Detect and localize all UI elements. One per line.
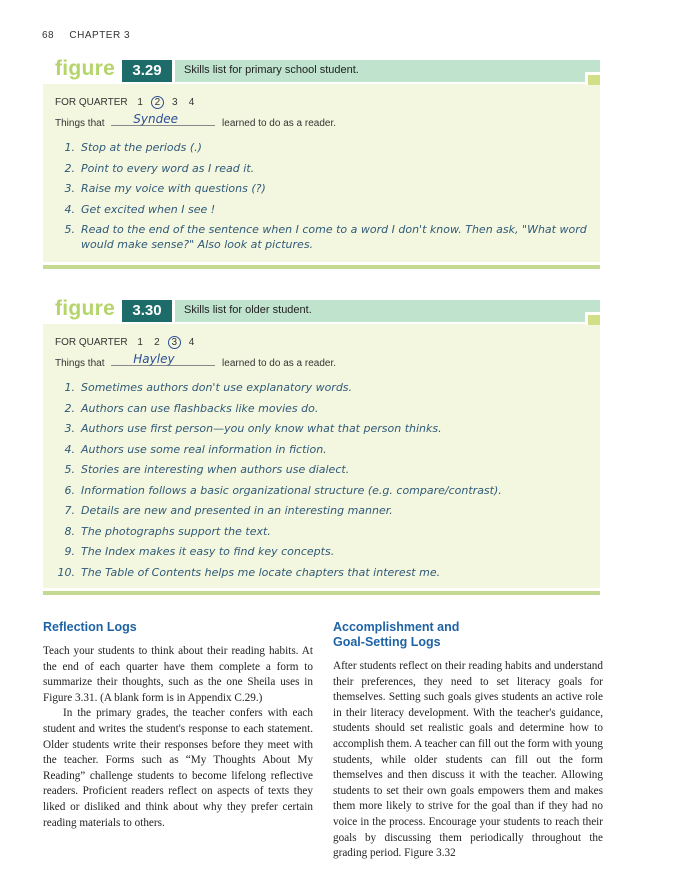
- skill-text: Information follows a basic organizational structure (e.g. compare/contrast).: [81, 483, 502, 497]
- skill-number: 2.: [64, 161, 75, 175]
- decorative-square: [585, 72, 600, 85]
- skill-item: [55, 202, 588, 217]
- figure-word: figure: [55, 57, 116, 80]
- skill-text: The photographs support the text.: [81, 524, 271, 538]
- figure-body: [43, 324, 600, 588]
- skill-item: [55, 524, 588, 539]
- body-paragraph: In the primary grades, the teacher confers with each student and writes the student's response to each statement. Older students write their responses before they meet with the teacher. Forms such as “My Thoughts About My Reading” challenge students to become lifelong reflective readers. Proficient readers reflect on aspects of texts they liked or disliked and think about why they prefer certain reading materials to others.: [43, 707, 313, 829]
- skill-item: [55, 483, 588, 498]
- figure-header: [43, 297, 600, 322]
- figure-number: 3.29: [122, 60, 172, 82]
- section-goal-setting-logs: [333, 620, 603, 862]
- skill-text: Sometimes authors don't use explanatory words.: [81, 381, 353, 394]
- skill-number: 5.: [64, 223, 75, 236]
- skill-item: [55, 401, 588, 416]
- skill-item: [55, 222, 588, 252]
- student-name: Hayley: [133, 352, 175, 366]
- figure-header: [43, 57, 600, 82]
- skill-text: Stories are interesting when authors use dialect.: [81, 463, 350, 476]
- skill-text: Point to every word as I read it.: [81, 161, 255, 175]
- skill-text: Raise my voice with questions (?): [81, 182, 266, 195]
- running-head: [42, 30, 130, 41]
- quarter-option: 3: [171, 97, 178, 108]
- skill-number: 2.: [64, 401, 75, 415]
- page-number: 68: [42, 30, 55, 41]
- quarter-option: 4: [188, 337, 195, 348]
- section-reflection-logs: [43, 620, 313, 831]
- skill-number: 9.: [64, 545, 75, 558]
- skill-text: Authors use first person—you only know what that person thinks.: [81, 422, 442, 435]
- skill-text: Stop at the periods (.): [81, 141, 202, 154]
- skill-item: [55, 140, 588, 155]
- skill-item: [55, 421, 588, 436]
- section-heading: Reflection Logs: [43, 620, 137, 634]
- figure-number: 3.30: [122, 300, 172, 322]
- skill-text: Read to the end of the sentence when I come to a word I don't know. Then ask, "What word would make sense?" Also look at pictures.: [81, 223, 587, 251]
- quarter-option: 1: [137, 337, 143, 348]
- skill-text: The Table of Contents helps me locate chapters that interest me.: [81, 565, 441, 579]
- name-blank: [111, 114, 215, 126]
- skills-list: [55, 380, 588, 580]
- figure-3-30: [43, 297, 600, 595]
- skill-number: 7.: [64, 504, 75, 517]
- skill-number: 4.: [64, 442, 75, 456]
- skill-number: 10.: [57, 565, 75, 579]
- quarter-option: 2: [154, 337, 160, 348]
- skill-number: 8.: [64, 524, 75, 538]
- quarter-label: FOR QUARTER: [55, 97, 128, 108]
- skill-item: [55, 462, 588, 477]
- body-paragraph: After students reflect on their reading habits and understand their preferences, they need to set literacy goals for themselves. Setting such goals gives students an active role in their literacy development. With the teacher's guidance, students should set realistic goals and determine how to accomplish them. A teacher can fill out the form with young students, while older students can fill out the form themselves and then discuss it with the teacher. Allowing students to set their own goals empowers them and makes them more likely to strive for the goal than if they had no voice in the process. Encourage your students to reach their goals by discussing them periodically throughout the grading period. Figure 3.32: [333, 660, 603, 860]
- figure-caption-band: [175, 300, 600, 322]
- skill-number: 3.: [64, 422, 75, 435]
- quarter-label: FOR QUARTER: [55, 337, 128, 348]
- skill-text: The Index makes it easy to find key concepts.: [81, 545, 335, 558]
- quarter-option: 1: [137, 97, 143, 108]
- quarter-option-selected: 2: [151, 96, 164, 109]
- skill-number: 4.: [64, 202, 75, 216]
- quarter-option: 4: [188, 97, 195, 108]
- student-name: Syndee: [133, 112, 178, 126]
- chapter-label: CHAPTER 3: [69, 30, 131, 41]
- skill-item: [55, 380, 588, 395]
- things-line: [55, 354, 588, 372]
- skill-item: [55, 565, 588, 580]
- figure-3-29: [43, 57, 600, 269]
- things-suffix: learned to do as a reader.: [222, 118, 337, 129]
- skill-item: [55, 161, 588, 176]
- skill-number: 3.: [64, 182, 75, 195]
- skill-item: [55, 181, 588, 196]
- skill-number: 6.: [64, 483, 75, 497]
- skill-text: Details are new and presented in an interesting manner.: [81, 504, 393, 517]
- skill-text: Get excited when I see !: [81, 202, 216, 216]
- skill-item: [55, 544, 588, 559]
- skill-text: Authors use some real information in fiction.: [81, 442, 327, 456]
- skill-text: Authors can use flashbacks like movies do.: [81, 401, 319, 415]
- skill-item: [55, 503, 588, 518]
- figure-rule: [43, 591, 600, 595]
- skill-number: 1.: [64, 141, 75, 154]
- body-paragraph: Teach your students to think about their reading habits. At the end of each quarter have them complete a form to summarize their thoughts, such as the one Sheila uses in Figure 3.31. (A blank form is in Appendix C.29.): [43, 645, 313, 704]
- figure-word: figure: [55, 297, 116, 320]
- skill-item: [55, 442, 588, 457]
- skills-list: [55, 140, 588, 252]
- decorative-square: [585, 312, 600, 325]
- figure-caption: Skills list for older student.: [184, 304, 312, 316]
- things-prefix: Things that: [55, 118, 105, 129]
- section-heading: Accomplishment and Goal-Setting Logs: [333, 620, 460, 649]
- figure-rule: [43, 265, 600, 269]
- things-prefix: Things that: [55, 358, 105, 369]
- quarter-option-selected: 3: [168, 336, 181, 349]
- skill-number: 5.: [64, 463, 75, 476]
- figure-caption-band: [175, 60, 600, 82]
- figure-body: [43, 84, 600, 262]
- skill-number: 1.: [64, 381, 75, 394]
- things-suffix: learned to do as a reader.: [222, 358, 337, 369]
- things-line: [55, 114, 588, 132]
- figure-caption: Skills list for primary school student.: [184, 64, 359, 76]
- name-blank: [111, 354, 215, 366]
